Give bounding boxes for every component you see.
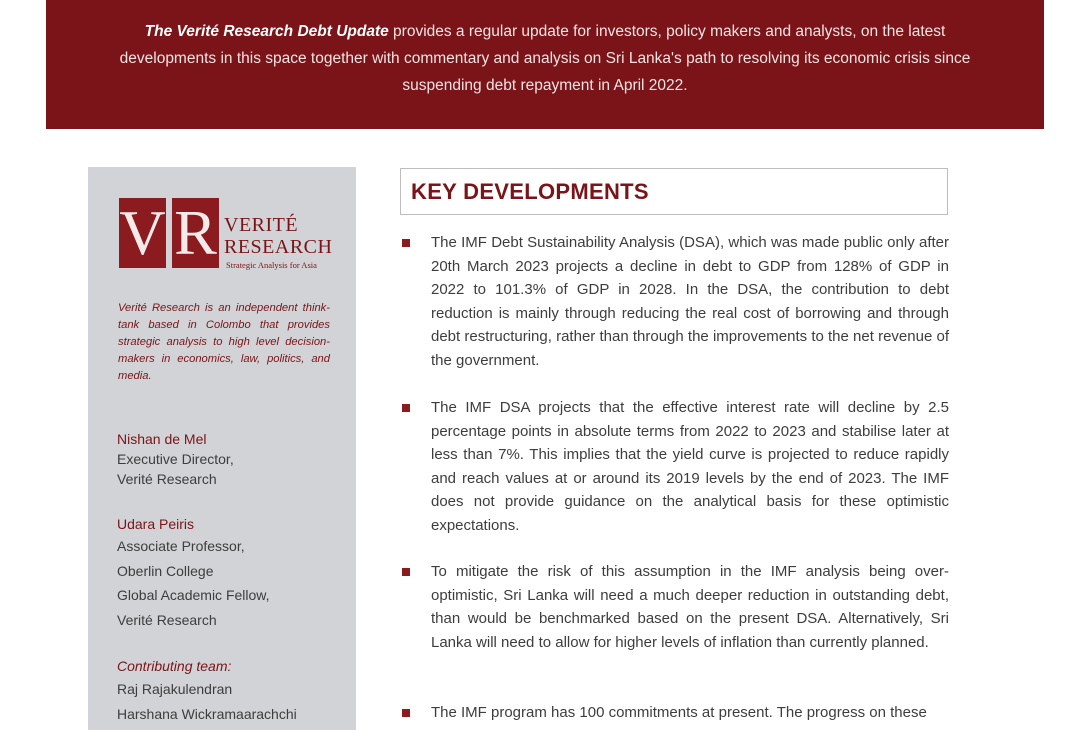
logo-tagline: Strategic Analysis for Asia <box>226 260 317 270</box>
logo-letter-v: V <box>119 197 166 268</box>
team-member: Raj Rajakulendran <box>117 681 233 697</box>
author-org: Verité Research <box>117 612 217 629</box>
section-title-box <box>400 168 948 215</box>
author-role: Associate Professor, <box>117 538 245 554</box>
paragraph: The IMF DSA projects that the effective interest rate will decline by 2.5 percentage points in absolute terms from 2022 to 2023 and stabilise later at less than 7%. This implies that the yield curve is projected to reduce rapidly and reach values at or around its 2019 levels by the end of 2023. The IMF does not provide guidance on the analytical basis for these optimistic expectations. <box>431 399 949 534</box>
logo-letter-r: R <box>172 198 219 268</box>
author-role: Global Academic Fellow, <box>117 587 270 604</box>
verite-research-logo <box>119 198 339 270</box>
author-name: Udara Peiris <box>117 516 195 532</box>
header-banner <box>46 0 1044 129</box>
logo-word-verite: VERITÉ <box>224 214 299 236</box>
author-nishan <box>117 429 234 489</box>
team-heading: Contributing team: <box>117 658 232 674</box>
logo-word-research: RESEARCH <box>224 236 333 258</box>
bullet-icon <box>402 239 410 247</box>
author-org: Verité Research <box>117 471 217 487</box>
about-text: Verité Research is an independent think-tank based in Colombo that provides strategic analysis to high level decision-makers in economics, law, politics, and media. <box>118 302 330 382</box>
paragraph: To mitigate the risk of this assumption in the IMF analysis being over-optimistic, Sri Lanka will need a much deeper reduction in outstanding debt, than would be benchmarked based on the present DSA. Alternatively, Sri Lanka will need to allow for higher levels of inflation than currently planned. <box>431 563 949 651</box>
author-role: Executive Director, <box>117 451 234 467</box>
banner-title: The Verité Research Debt Update <box>144 23 389 40</box>
section-title: KEY DEVELOPMENTS <box>411 179 649 204</box>
bullet-icon <box>402 404 410 412</box>
team-list <box>117 677 297 727</box>
paragraph: The IMF program has 100 commitments at present. The progress on these <box>431 704 927 721</box>
author-udara <box>117 514 270 633</box>
bullet-icon <box>402 568 410 576</box>
author-org: Oberlin College <box>117 562 214 579</box>
bullet-icon <box>402 709 410 717</box>
banner-text <box>106 18 984 99</box>
team-member: Harshana Wickramaarachchi <box>117 706 297 722</box>
sidebar <box>88 167 356 730</box>
author-name: Nishan de Mel <box>117 431 207 447</box>
banner-description: provides a regular update for investors, policy makers and analysts, on the latest developments in this space together with commentary and analysis on Sri Lanka's path to resolving its economic crisis since suspending debt repayment in April 2022. <box>119 23 971 94</box>
paragraph: The IMF Debt Sustainability Analysis (DSA), which was made public only after 20th March 2023 projects a decline in debt to GDP from 128% of GDP in 2022 to 101.3% of GDP in 2028. In the DSA, the contribution to debt reduction is mainly through reducing the real cost of borrowing and through debt restructuring, rather than through the improvements to the net revenue of the government. <box>431 234 949 369</box>
